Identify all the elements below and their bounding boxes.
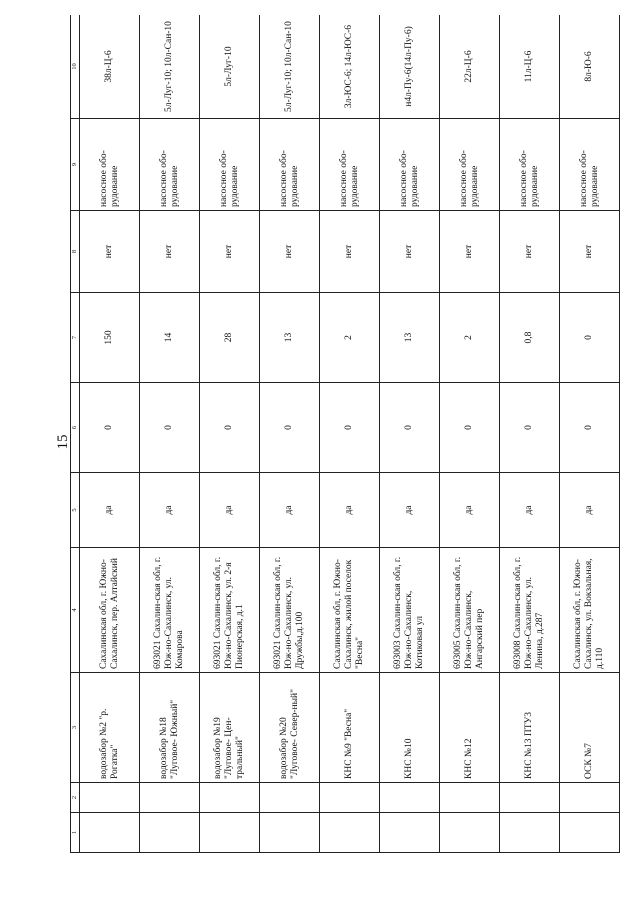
cell-c5: да: [320, 473, 380, 548]
facility-name: водозабор №19 "Луговое- Цен-тральный": [200, 673, 260, 783]
facility-address: 693005 Сахалин-ская обл, г. Юж-но-Сахалинск, Ангарский пер: [440, 548, 500, 673]
cell-c1: [200, 813, 260, 853]
cell-c8: нет: [500, 211, 560, 293]
col-num-9: 9: [71, 119, 80, 211]
rotated-table-wrapper: [70, 15, 620, 853]
table-row: [440, 15, 500, 853]
cell-c8: нет: [380, 211, 440, 293]
cell-c8: нет: [440, 211, 500, 293]
table-row: [320, 15, 380, 853]
facility-address: Сахалинская обл, г. Южно-Сахалинск, ул. Вокзальная, д.110: [560, 548, 620, 673]
facility-name: водозабор №18 "Луговое- Южный": [140, 673, 200, 783]
facility-name: ОСК №7: [560, 673, 620, 783]
cell-c1: [140, 813, 200, 853]
cell-c2: [380, 783, 440, 813]
cell-c8: нет: [260, 211, 320, 293]
table-row: [140, 15, 200, 853]
cell-c5: да: [140, 473, 200, 548]
facility-name: КНС №9 "Весна": [320, 673, 380, 783]
facility-address: 693003 Сахалин-ская обл, г. Юж-но-Сахалинск, Котиковая ул: [380, 548, 440, 673]
cell-c2: [320, 783, 380, 813]
equipment: насосное обо-рудование: [80, 119, 140, 211]
cell-c1: [320, 813, 380, 853]
col-num-1: 1: [71, 813, 80, 853]
col-num-2: 2: [71, 783, 80, 813]
facility-address: 693021 Сахалин-ская обл, г. Юж-но-Сахалинск, ул. Комарова: [140, 548, 200, 673]
facility-name: КНС №10: [380, 673, 440, 783]
table-row: [560, 15, 620, 853]
cell-c6: 0: [260, 383, 320, 473]
cell-c7: 0,8: [500, 293, 560, 383]
cell-c7: 13: [260, 293, 320, 383]
cell-c8: нет: [80, 211, 140, 293]
cell-c7: 0: [560, 293, 620, 383]
facility-address: Сахалинская обл, г. Южно-Сахалинск, пер. Алтайский: [80, 548, 140, 673]
cell-c5: да: [440, 473, 500, 548]
equipment: насосное обо-рудование: [500, 119, 560, 211]
facility-address: 693021 Сахалин-ская обл, г. Юж-но-Сахалинск, ул. Дружбы,д.100: [260, 548, 320, 673]
facility-address: 693008 Сахалин-ская обл, г. Юж-но-Сахалинск, ул. Ленина, д.287: [500, 548, 560, 673]
table-row: [260, 15, 320, 853]
cell-c6: 0: [140, 383, 200, 473]
cell-c10: 8л-Ю-6: [560, 15, 620, 119]
cell-c2: [140, 783, 200, 813]
col-num-6: 6: [71, 383, 80, 473]
scanned-page: [70, 15, 620, 853]
cell-c6: 0: [440, 383, 500, 473]
table-row: [380, 15, 440, 853]
cell-c10: н4л-Пу-6(14л-Пу-6): [380, 15, 440, 119]
cell-c8: нет: [320, 211, 380, 293]
cell-c2: [200, 783, 260, 813]
facility-name: КНС №13 ПТУ3: [500, 673, 560, 783]
cell-c2: [500, 783, 560, 813]
cell-c1: [260, 813, 320, 853]
cell-c5: да: [260, 473, 320, 548]
equipment: насосное обо-рудование: [140, 119, 200, 211]
col-num-3: 3: [71, 673, 80, 783]
equipment: насосное обо-рудование: [440, 119, 500, 211]
cell-c2: [440, 783, 500, 813]
cell-c10: 5л-Луг-10; 10л-Сан-10: [140, 15, 200, 119]
equipment: насосное обо-рудование: [560, 119, 620, 211]
table-row: [80, 15, 140, 853]
col-num-5: 5: [71, 473, 80, 548]
cell-c1: [560, 813, 620, 853]
facilities-table: [70, 15, 620, 853]
cell-c8: нет: [200, 211, 260, 293]
cell-c5: да: [200, 473, 260, 548]
col-num-8: 8: [71, 211, 80, 293]
cell-c7: 150: [80, 293, 140, 383]
cell-c10: 22л-Ц-6: [440, 15, 500, 119]
facility-name: КНС №12: [440, 673, 500, 783]
cell-c5: да: [80, 473, 140, 548]
facility-name: водозабор №2 "р. Рогатка": [80, 673, 140, 783]
cell-c10: 3л-ЮС-6; 14л-ЮС-6: [320, 15, 380, 119]
cell-c2: [80, 783, 140, 813]
cell-c5: да: [500, 473, 560, 548]
cell-c7: 14: [140, 293, 200, 383]
cell-c10: 11л-Ц-6: [500, 15, 560, 119]
cell-c10: 38л-Ц-6: [80, 15, 140, 119]
cell-c10: 5л-Луг-10: [200, 15, 260, 119]
equipment: насосное обо-рудование: [320, 119, 380, 211]
cell-c10: 5л-Луг-10; 10л-Сан-10: [260, 15, 320, 119]
cell-c7: 2: [440, 293, 500, 383]
col-num-7: 7: [71, 293, 80, 383]
equipment: насосное обо-рудование: [380, 119, 440, 211]
cell-c6: 0: [320, 383, 380, 473]
cell-c6: 0: [500, 383, 560, 473]
table-row: [200, 15, 260, 853]
cell-c1: [440, 813, 500, 853]
cell-c7: 28: [200, 293, 260, 383]
page-number: 15: [55, 434, 71, 450]
col-num-4: 4: [71, 548, 80, 673]
cell-c6: 0: [380, 383, 440, 473]
cell-c8: нет: [140, 211, 200, 293]
cell-c5: да: [380, 473, 440, 548]
cell-c1: [500, 813, 560, 853]
cell-c5: да: [560, 473, 620, 548]
cell-c7: 13: [380, 293, 440, 383]
cell-c2: [260, 783, 320, 813]
column-number-row: [71, 15, 80, 853]
cell-c1: [80, 813, 140, 853]
table-row: [500, 15, 560, 853]
cell-c2: [560, 783, 620, 813]
cell-c6: 0: [80, 383, 140, 473]
col-num-10: 10: [71, 15, 80, 119]
cell-c7: 2: [320, 293, 380, 383]
equipment: насосное обо-рудование: [200, 119, 260, 211]
cell-c6: 0: [560, 383, 620, 473]
facility-address: Сахалинская обл, г. Южно-Сахалинск, жилой поселок "Весна": [320, 548, 380, 673]
facility-name: водозабор №20 "Луговое- Север-ный": [260, 673, 320, 783]
cell-c8: нет: [560, 211, 620, 293]
facility-address: 693021 Сахалин-ская обл, г. Юж-но-Сахалинск, ул. 2-я Пионерская, д.1: [200, 548, 260, 673]
cell-c1: [380, 813, 440, 853]
cell-c6: 0: [200, 383, 260, 473]
equipment: насосное обо-рудование: [260, 119, 320, 211]
